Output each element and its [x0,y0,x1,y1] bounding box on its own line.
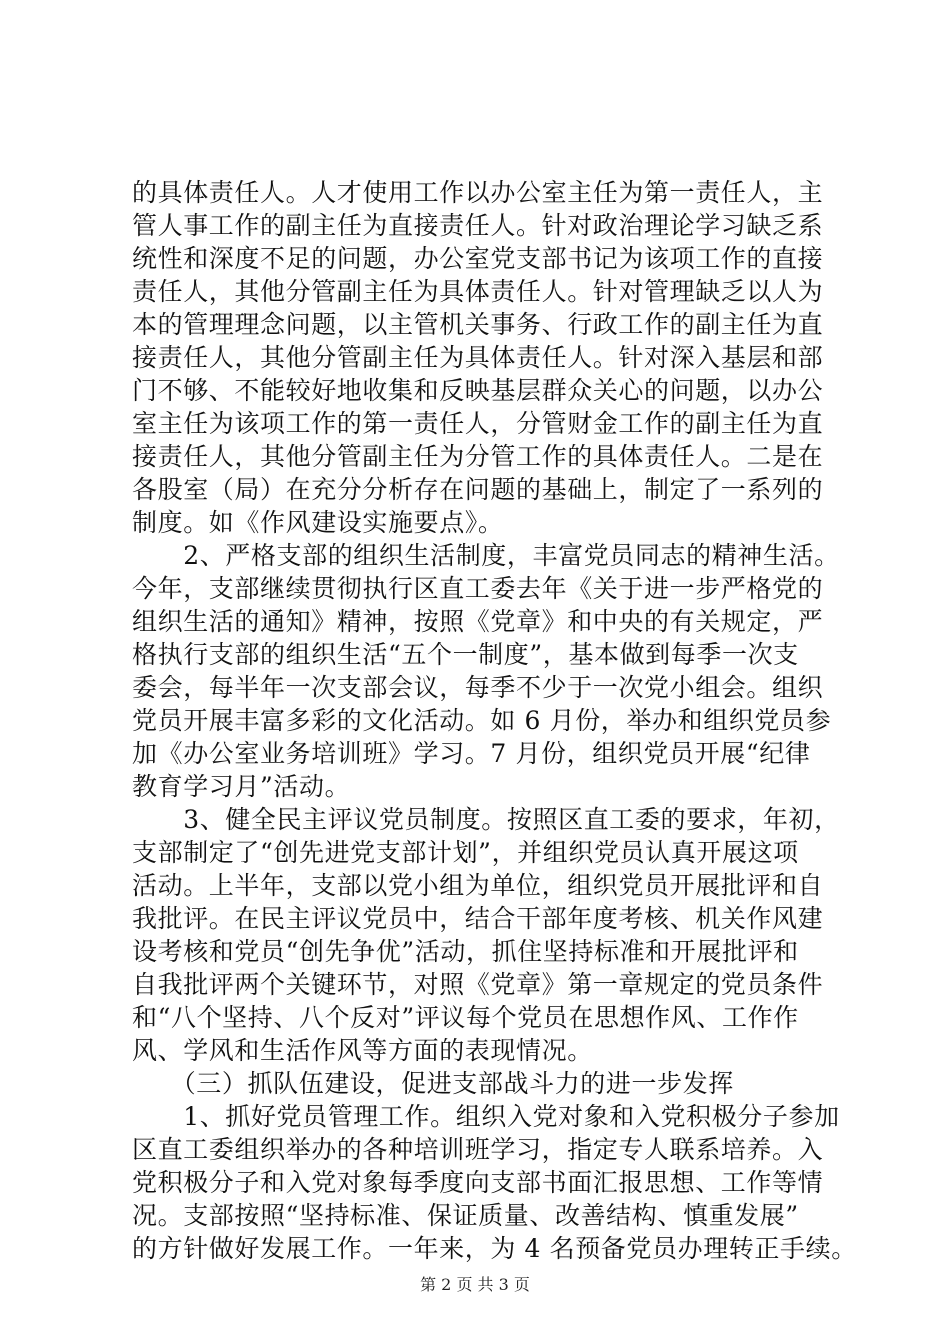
text-line: 的方针做好发展工作。一年来，为 4 名预备党员办理转正手续。 [132,1234,857,1263]
text-line: 风、学风和生活作风等方面的表现情况。 [132,1036,593,1065]
text-line: 活动。上半年，支部以党小组为单位，组织党员开展批评和自 [132,871,824,900]
text-line: （三）抓队伍建设，促进支部战斗力的进一步发挥 [132,1069,734,1098]
page-footer: 第 2 页 共 3 页 [420,1275,530,1294]
text-line: 区直工委组织举办的各种培训班学习，指定专人联系培养。入 [132,1135,824,1164]
text-line: 接责任人，其他分管副主任为分管工作的具体责任人。二是在 [132,442,824,471]
text-line: 管人事工作的副主任为直接责任人。针对政治理论学习缺乏系 [132,211,824,240]
text-line: 党积极分子和入党对象每季度向支部书面汇报思想、工作等情 [132,1168,824,1197]
text-line: 室主任为该项工作的第一责任人，分管财金工作的副主任为直 [132,409,824,438]
text-line: 设考核和党员“创先争优”活动，抓住坚持标准和开展批评和 [132,937,799,966]
text-line: 我批评。在民主评议党员中，结合干部年度考核、机关作风建 [132,904,824,933]
text-line: 况。支部按照“坚持标准、保证质量、改善结构、慎重发展” [132,1201,799,1230]
text-line: 各股室（局）在充分分析存在问题的基础上，制定了一系列的 [132,475,824,504]
text-line: 制度。如《作风建设实施要点》。 [132,508,504,537]
text-line: 责任人，其他分管副主任为具体责任人。针对管理缺乏以人为 [132,277,824,306]
text-line: 和“八个坚持、八个反对”评议每个党员在思想作风、工作作 [132,1003,799,1032]
text-line: 教育学习月”活动。 [132,772,351,801]
text-line: 今年，支部继续贯彻执行区直工委去年《关于进一步严格党的 [132,574,824,603]
text-line: 自我批评两个关键环节，对照《党章》第一章规定的党员条件 [132,970,824,999]
text-line: 委会，每半年一次支部会议，每季不少于一次党小组会。组织 [132,673,824,702]
text-line: 的具体责任人。人才使用工作以办公室主任为第一责任人，主 [132,178,824,207]
text-line: 门不够、不能较好地收集和反映基层群众关心的问题，以办公 [132,376,824,405]
text-line: 1、抓好党员管理工作。组织入党对象和入党积极分子参加 [132,1102,840,1131]
text-line: 格执行支部的组织生活“五个一制度”，基本做到每季一次支 [132,640,799,669]
text-line: 统性和深度不足的问题，办公室党支部书记为该项工作的直接 [132,244,824,273]
text-line: 组织生活的通知》精神，按照《党章》和中央的有关规定，严 [132,607,824,636]
text-line: 加《办公室业务培训班》学习。7 月份，组织党员开展“纪律 [132,739,811,768]
body-text [132,176,857,1265]
text-line: 支部制定了“创先进党支部计划”，并组织党员认真开展这项 [132,838,799,867]
text-line: 3、健全民主评议党员制度。按照区直工委的要求，年初， [132,805,840,834]
text-line: 接责任人，其他分管副主任为具体责任人。针对深入基层和部 [132,343,824,372]
text-line: 2、严格支部的组织生活制度，丰富党员同志的精神生活。 [132,541,840,570]
text-line: 党员开展丰富多彩的文化活动。如 6 月份，举办和组织党员参 [132,706,832,735]
text-line: 本的管理理念问题，以主管机关事务、行政工作的副主任为直 [132,310,824,339]
